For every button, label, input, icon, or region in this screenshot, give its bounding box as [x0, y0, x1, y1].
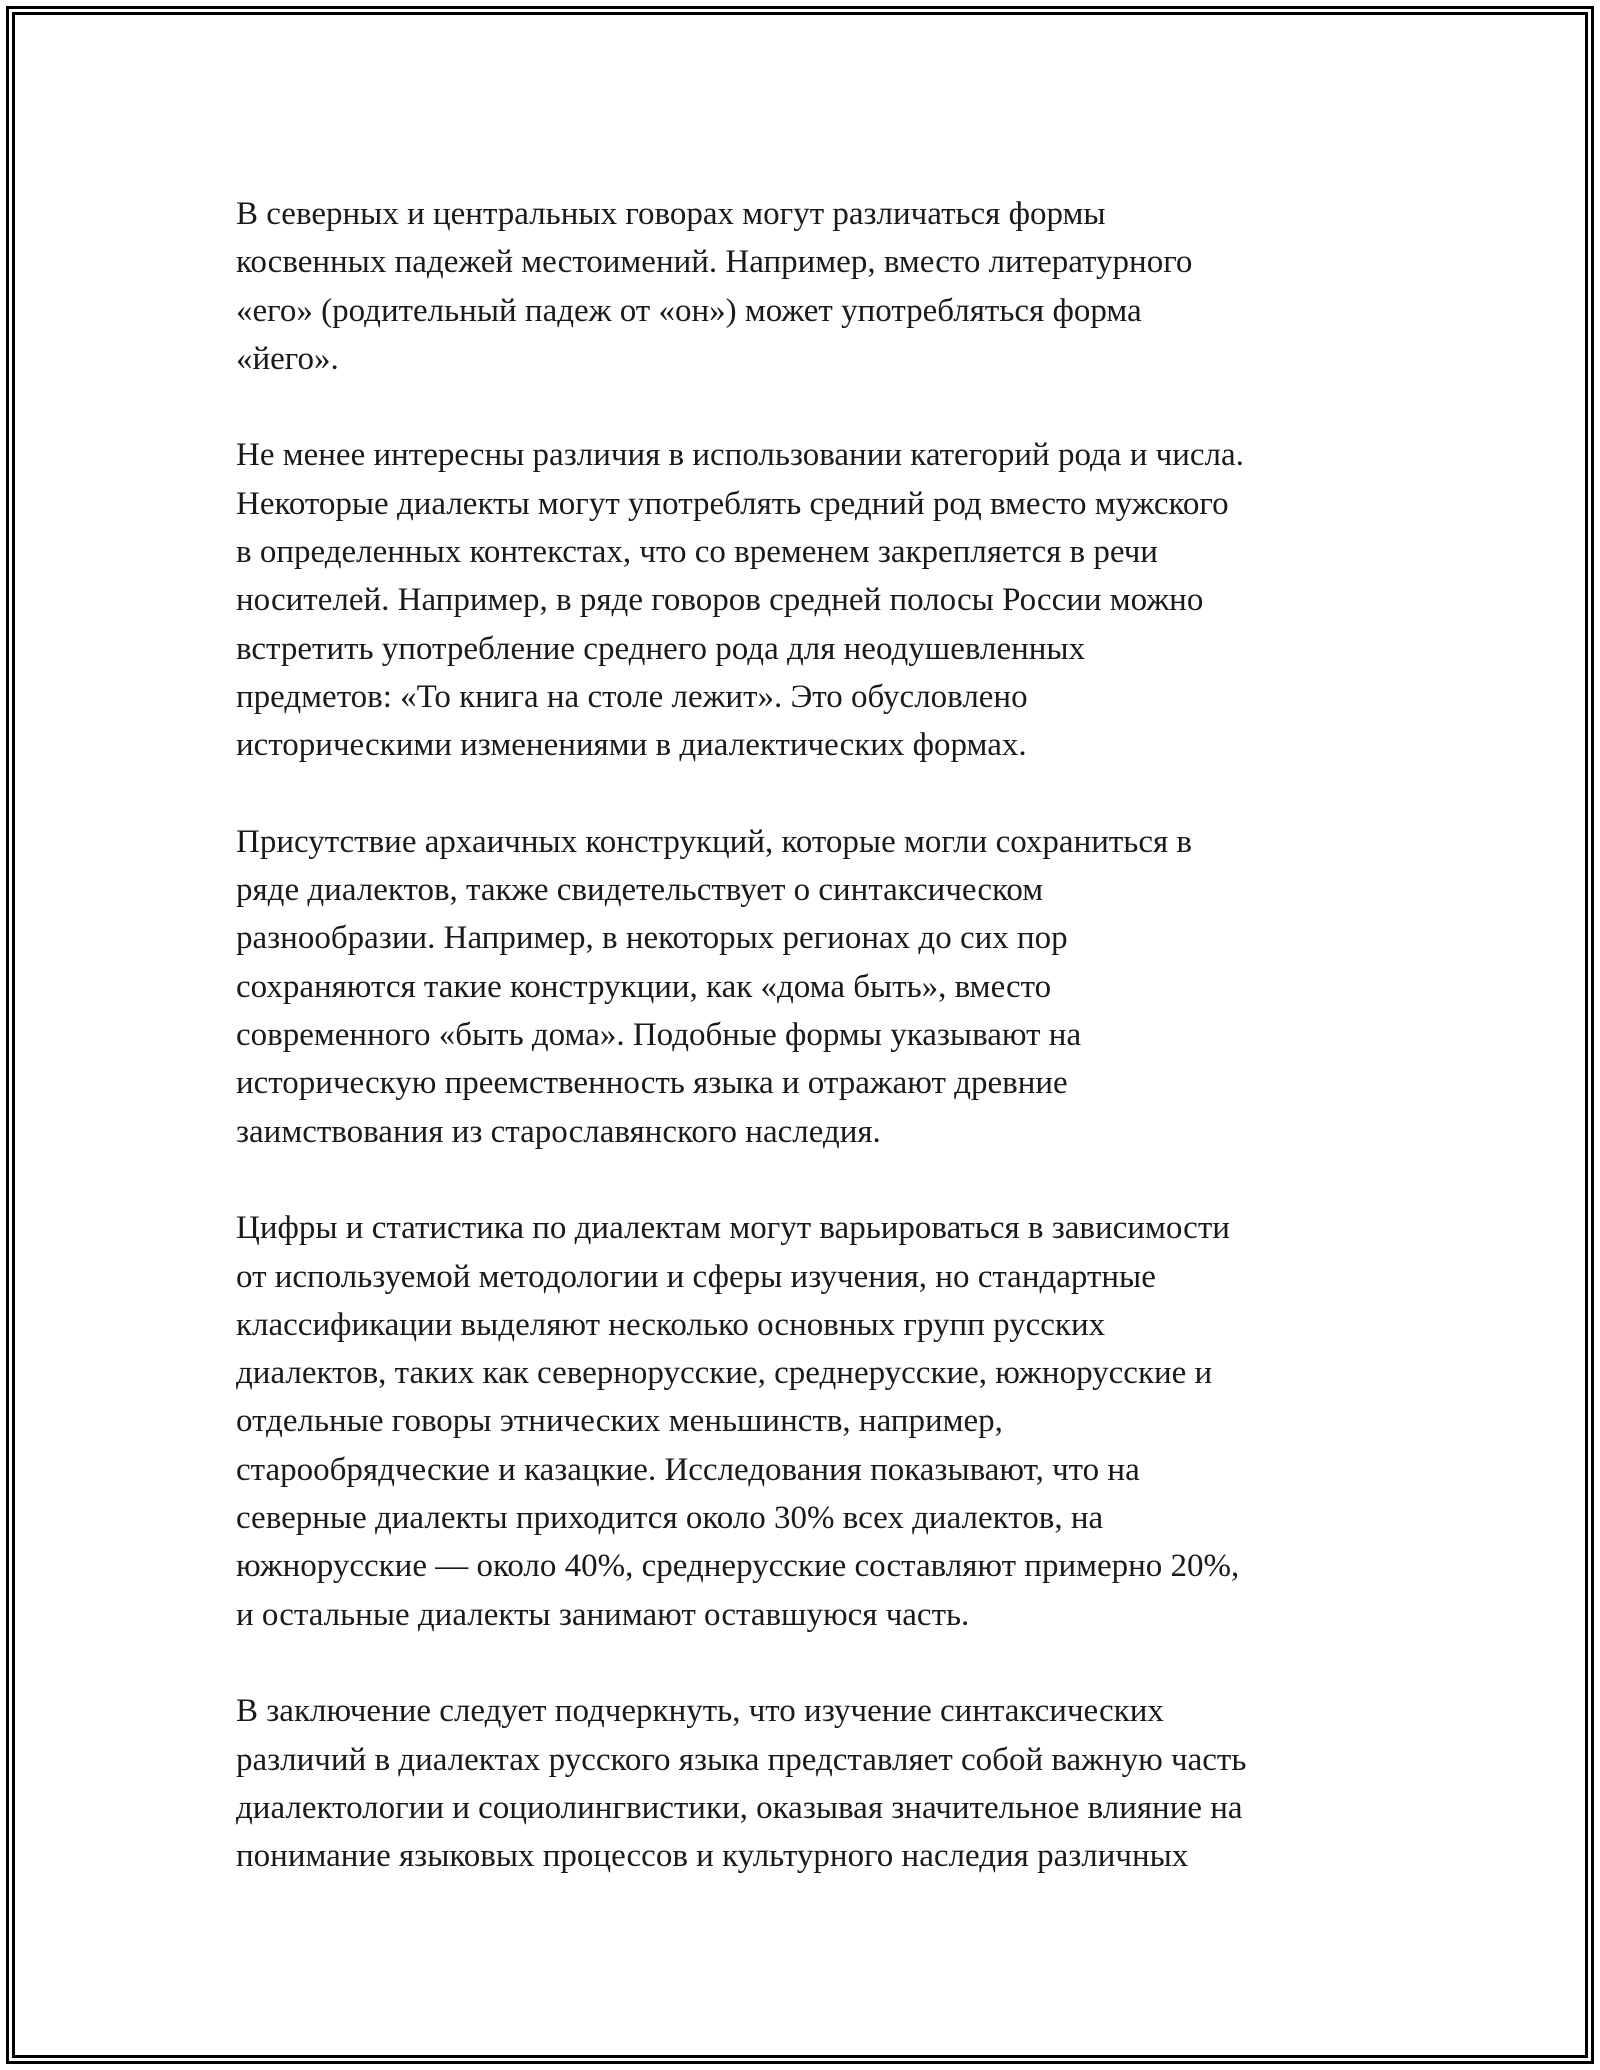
text-line: южнорусские — около 40%, среднерусские составляют примерно 20%,: [236, 1548, 1240, 1585]
paragraph-1: [236, 190, 1386, 383]
text-line: заимствования из старославянского наследия.: [236, 1113, 881, 1150]
paragraph-5: [236, 1687, 1386, 1880]
text-line: носителей. Например, в ряде говоров средней полосы России можно: [236, 582, 1204, 619]
text-line: Цифры и статистика по диалектам могут варьироваться в зависимости: [236, 1210, 1230, 1247]
text-line: предметов: «То книга на столе лежит». Это обусловлено: [236, 678, 1028, 715]
text-line: разнообразии. Например, в некоторых регионах до сих пор: [236, 920, 1068, 957]
text-line: историческими изменениями в диалектических формах.: [236, 727, 1027, 764]
text-line: от используемой методологии и сферы изучения, но стандартные: [236, 1258, 1156, 1295]
document-body: [236, 190, 1386, 1929]
text-line: В северных и центральных говорах могут различаться формы: [236, 196, 1106, 232]
text-line: ряде диалектов, также свидетельствует о синтаксическом: [236, 872, 1044, 909]
text-line: «его» (родительный падеж от «он») может употребляться форма: [236, 292, 1142, 329]
paragraph-3: [236, 818, 1386, 1156]
text-line: Некоторые диалекты могут употреблять средний род вместо мужского: [236, 485, 1229, 522]
text-line: понимание языковых процессов и культурного наследия различных: [236, 1838, 1189, 1875]
text-line: диалектологии и социолингвистики, оказывая значительное влияние на: [236, 1789, 1243, 1826]
text-line: отдельные говоры этнических меньшинств, например,: [236, 1403, 1003, 1440]
text-line: современного «быть дома». Подобные формы указывают на: [236, 1017, 1082, 1054]
text-line: старообрядческие и казацкие. Исследования показывают, что на: [236, 1451, 1140, 1488]
paragraph-4: [236, 1204, 1386, 1639]
paragraph-2: [236, 431, 1386, 769]
text-line: северные диалекты приходится около 30% всех диалектов, на: [236, 1500, 1104, 1537]
text-line: классификации выделяют несколько основных групп русских: [236, 1306, 1106, 1343]
text-line: В заключение следует подчеркнуть, что изучение синтаксических: [236, 1693, 1164, 1730]
text-line: встретить употребление среднего рода для неодушевленных: [236, 630, 1086, 667]
text-line: косвенных падежей местоимений. Например, вместо литературного: [236, 244, 1193, 281]
text-line: «йего».: [236, 340, 339, 377]
text-line: и остальные диалекты занимают оставшуюся часть.: [236, 1596, 970, 1633]
text-line: историческую преемственность языка и отражают древние: [236, 1065, 1068, 1102]
text-line: диалектов, таких как севернорусские, среднерусские, южнорусские и: [236, 1355, 1213, 1392]
text-line: различий в диалектах русского языка представляет собой важную часть: [236, 1741, 1247, 1778]
text-line: Не менее интересны различия в использовании категорий рода и числа.: [236, 437, 1244, 474]
text-line: сохраняются такие конструкции, как «дома быть», вместо: [236, 968, 1052, 1005]
text-line: в определенных контекстах, что со временем закрепляется в речи: [236, 534, 1158, 571]
text-line: Присутствие архаичных конструкций, которые могли сохраниться в: [236, 823, 1193, 860]
